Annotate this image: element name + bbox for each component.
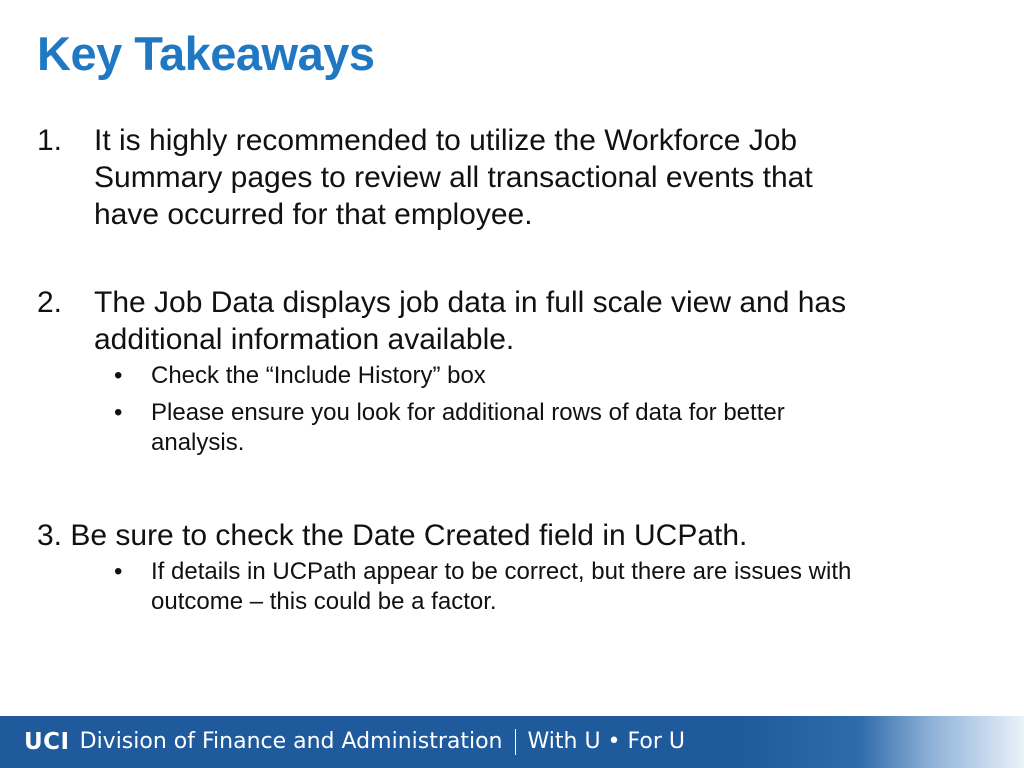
- sub-bullet-line: Check the “Include History” box: [151, 362, 486, 389]
- takeaway-item-1: [37, 122, 987, 233]
- item-text: [94, 284, 987, 358]
- sub-bullet-item: [114, 557, 981, 617]
- footer-tagline: With U • For U: [527, 729, 685, 754]
- bullet-icon: •: [114, 362, 123, 389]
- item-number: 2.: [37, 286, 63, 319]
- sub-bullet-line: Please ensure you look for additional rows of data for better: [151, 399, 785, 426]
- bullet-icon: •: [114, 399, 123, 426]
- item-text: 3. Be sure to check the Date Created field in UCPath.: [37, 519, 748, 552]
- sub-bullet-list: [37, 557, 987, 617]
- item-text-line: additional information available.: [94, 323, 515, 356]
- sub-bullet-list: [37, 361, 987, 458]
- item-number: 1.: [37, 124, 63, 157]
- sub-bullet-line: If details in UCPath appear to be correct, but there are issues with: [151, 558, 852, 585]
- sub-bullet-line: analysis.: [151, 429, 245, 456]
- item-text-line: It is highly recommended to utilize the Workforce Job: [94, 124, 798, 157]
- sub-bullet-item: [114, 361, 981, 391]
- sub-bullet-item: [114, 398, 981, 458]
- slide-title: Key Takeaways: [37, 27, 375, 80]
- item-text-line: The Job Data displays job data in full scale view and has: [94, 286, 847, 319]
- footer-banner: [0, 716, 1024, 768]
- footer-org-name: Division of Finance and Administration: [79, 729, 503, 754]
- sub-bullet-line: outcome – this could be a factor.: [151, 588, 497, 615]
- bullet-icon: •: [114, 558, 123, 585]
- takeaway-item-3: [37, 517, 987, 624]
- takeaway-item-2: [37, 284, 987, 465]
- footer-branding: [24, 727, 685, 757]
- item-text: [94, 122, 987, 233]
- footer-divider: [515, 729, 516, 755]
- item-text-line: have occurred for that employee.: [94, 198, 533, 231]
- uci-logo: UCI: [24, 729, 70, 755]
- item-text-line: Summary pages to review all transactional events that: [94, 161, 813, 194]
